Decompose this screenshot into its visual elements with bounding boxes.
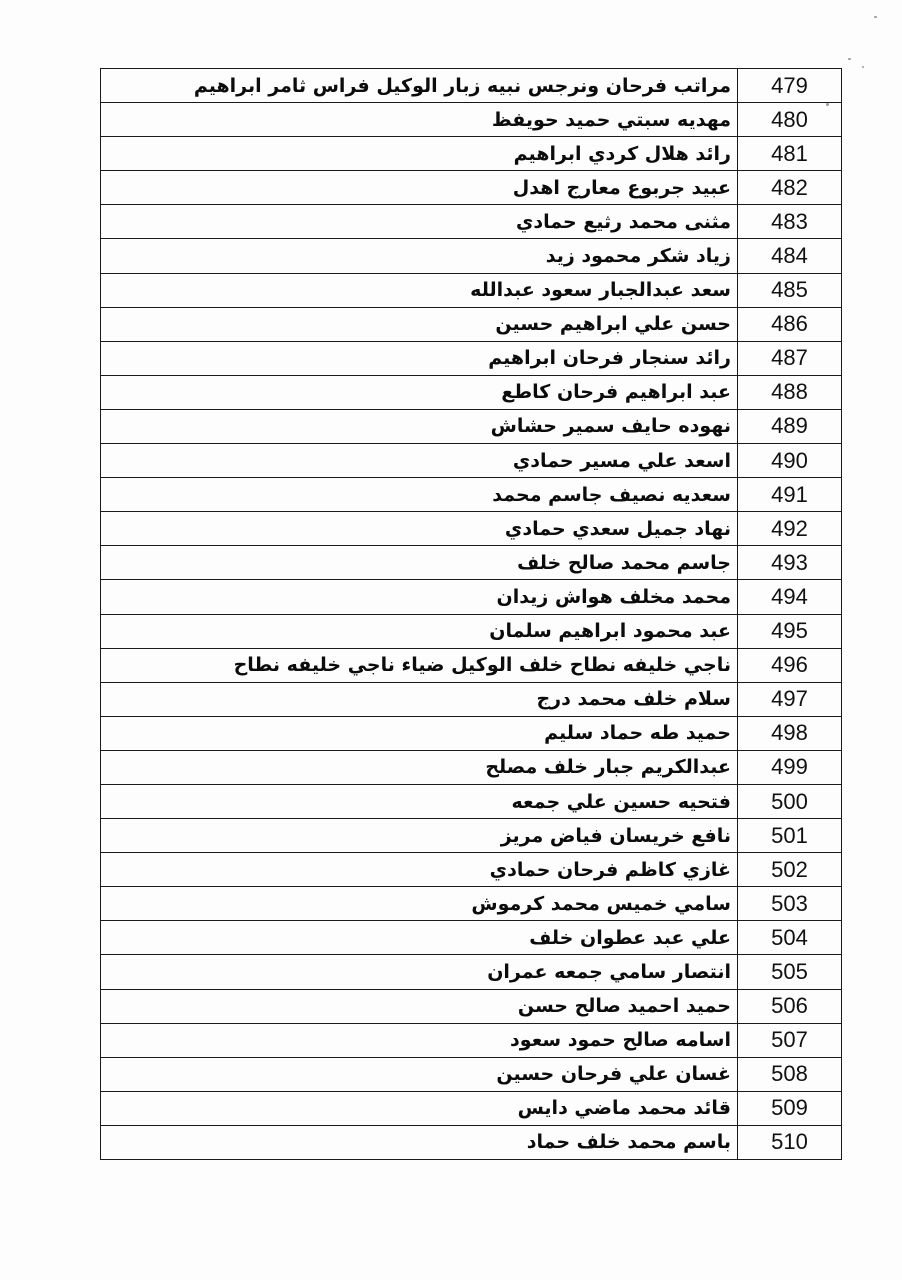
table-row — [101, 512, 842, 546]
table-row — [101, 1023, 842, 1057]
table-row — [101, 682, 842, 716]
row-number: 507 — [738, 1023, 842, 1057]
person-name: عبدالكريم جبار خلف مصلح — [101, 750, 738, 784]
person-name: مثنى محمد رثيع حمادي — [101, 205, 738, 239]
row-number: 494 — [738, 580, 842, 614]
row-number: 495 — [738, 614, 842, 648]
table-row — [101, 921, 842, 955]
table-row — [101, 341, 842, 375]
person-name: علي عبد عطوان خلف — [101, 921, 738, 955]
row-number: 490 — [738, 444, 842, 478]
person-name: عبد ابراهيم فرحان كاطع — [101, 375, 738, 409]
person-name: فتحيه حسين علي جمعه — [101, 784, 738, 818]
person-name: نهوده حايف سمير حشاش — [101, 409, 738, 443]
person-name: غسان علي فرحان حسين — [101, 1057, 738, 1091]
table-row — [101, 171, 842, 205]
person-name: ناجي خليفه نطاح خلف الوكيل ضياء ناجي خليفه نطاح — [101, 648, 738, 682]
row-number: 509 — [738, 1091, 842, 1125]
table-row — [101, 784, 842, 818]
person-name: محمد مخلف هواش زيدان — [101, 580, 738, 614]
names-table-body — [101, 69, 842, 1160]
row-number: 481 — [738, 137, 842, 171]
row-number: 499 — [738, 750, 842, 784]
row-number: 496 — [738, 648, 842, 682]
table-row — [101, 239, 842, 273]
row-number: 498 — [738, 716, 842, 750]
row-number: 483 — [738, 205, 842, 239]
table-row — [101, 307, 842, 341]
person-name: اسعد علي مسير حمادي — [101, 444, 738, 478]
table-row — [101, 444, 842, 478]
table-row — [101, 478, 842, 512]
person-name: عبد محمود ابراهيم سلمان — [101, 614, 738, 648]
row-number: 505 — [738, 955, 842, 989]
person-name: حميد احميد صالح حسن — [101, 989, 738, 1023]
row-number: 504 — [738, 921, 842, 955]
person-name: اسامه صالح حمود سعود — [101, 1023, 738, 1057]
names-table-container — [100, 68, 842, 1160]
table-row — [101, 137, 842, 171]
person-name: نافع خريسان فياض مريز — [101, 819, 738, 853]
scan-speck — [862, 66, 864, 68]
row-number: 506 — [738, 989, 842, 1023]
row-number: 487 — [738, 341, 842, 375]
row-number: 485 — [738, 273, 842, 307]
person-name: سعديه نصيف جاسم محمد — [101, 478, 738, 512]
scan-speck — [874, 16, 877, 18]
table-row — [101, 409, 842, 443]
person-name: حسن علي ابراهيم حسين — [101, 307, 738, 341]
person-name: مهديه سبتي حميد حويفظ — [101, 103, 738, 137]
person-name: نهاد جميل سعدي حمادي — [101, 512, 738, 546]
table-row — [101, 580, 842, 614]
table-row — [101, 887, 842, 921]
table-row — [101, 648, 842, 682]
names-table — [100, 68, 842, 1160]
table-row — [101, 273, 842, 307]
table-row — [101, 989, 842, 1023]
table-row — [101, 853, 842, 887]
table-row — [101, 205, 842, 239]
table-row — [101, 955, 842, 989]
row-number: 489 — [738, 409, 842, 443]
table-row — [101, 1091, 842, 1125]
person-name: باسم محمد خلف حماد — [101, 1125, 738, 1159]
row-number: 488 — [738, 375, 842, 409]
row-number: 508 — [738, 1057, 842, 1091]
row-number: 493 — [738, 546, 842, 580]
person-name: جاسم محمد صالح خلف — [101, 546, 738, 580]
person-name: رائد هلال كردي ابراهيم — [101, 137, 738, 171]
row-number: 500 — [738, 784, 842, 818]
table-row — [101, 1125, 842, 1159]
row-number: 491 — [738, 478, 842, 512]
row-number: 503 — [738, 887, 842, 921]
table-row — [101, 69, 842, 103]
person-name: غازي كاظم فرحان حمادي — [101, 853, 738, 887]
person-name: رائد سنجار فرحان ابراهيم — [101, 341, 738, 375]
person-name: حميد طه حماد سليم — [101, 716, 738, 750]
table-row — [101, 375, 842, 409]
person-name: سامي خميس محمد كرموش — [101, 887, 738, 921]
scan-speck — [848, 58, 851, 60]
row-number: 484 — [738, 239, 842, 273]
row-number: 510 — [738, 1125, 842, 1159]
table-row — [101, 1057, 842, 1091]
row-number: 479 — [738, 69, 842, 103]
row-number: 501 — [738, 819, 842, 853]
row-number: 502 — [738, 853, 842, 887]
person-name: قائد محمد ماضي دايس — [101, 1091, 738, 1125]
row-number: 486 — [738, 307, 842, 341]
person-name: سلام خلف محمد درج — [101, 682, 738, 716]
row-number: 480 — [738, 103, 842, 137]
table-row — [101, 546, 842, 580]
table-row — [101, 103, 842, 137]
table-row — [101, 716, 842, 750]
row-number: 492 — [738, 512, 842, 546]
person-name: عبيد جربوع معارج اهدل — [101, 171, 738, 205]
row-number: 482 — [738, 171, 842, 205]
person-name: سعد عبدالجبار سعود عبدالله — [101, 273, 738, 307]
person-name: زياد شكر محمود زيد — [101, 239, 738, 273]
table-row — [101, 819, 842, 853]
row-number: 497 — [738, 682, 842, 716]
person-name: انتصار سامي جمعه عمران — [101, 955, 738, 989]
person-name: مراتب فرحان ونرجس نبيه زبار الوكيل فراس ثامر ابراهيم — [101, 69, 738, 103]
table-row — [101, 750, 842, 784]
table-row — [101, 614, 842, 648]
